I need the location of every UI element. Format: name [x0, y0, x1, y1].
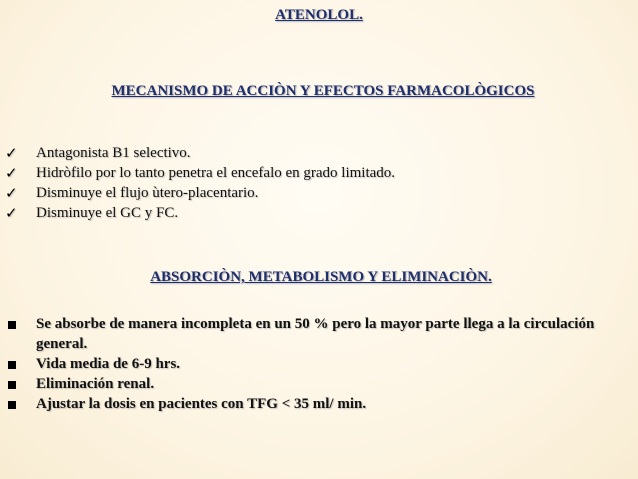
list-item — [0, 163, 620, 183]
list-item — [0, 354, 620, 374]
section2-heading: ABSORCIÒN, METABOLISMO Y ELIMINACIÒN. — [150, 269, 492, 285]
section1-heading: MECANISMO DE ACCIÒN Y EFECTOS FARMACOLÒGICOS — [111, 83, 535, 99]
list-item-text: Vida media de 6-9 hrs. — [36, 356, 181, 372]
square-bullet-icon — [8, 361, 16, 369]
list-item-text: Disminuye el flujo ùtero-placentario. — [36, 185, 259, 201]
slide-title: ATENOLOL. — [275, 7, 363, 23]
square-bullet-icon — [8, 321, 16, 329]
square-bullet-icon — [8, 381, 16, 389]
checkmark-icon: ✓ — [5, 204, 18, 222]
list-item — [0, 143, 620, 163]
list-item — [0, 183, 620, 203]
list-item-text: Hidròfilo por lo tanto penetra el encefalo en grado limitado. — [36, 165, 396, 181]
list-item — [0, 314, 620, 354]
list-item-text: Antagonista B1 selectivo. — [36, 145, 191, 161]
checkmark-icon: ✓ — [5, 184, 18, 202]
list-item-text: Se absorbe de manera incompleta en un 50 % pero la mayor parte llega a la circulación general. — [36, 316, 595, 352]
list-item — [0, 374, 620, 394]
square-bullet-icon — [8, 401, 16, 409]
section2-list — [0, 314, 620, 414]
section1-list — [0, 143, 620, 223]
list-item — [0, 203, 620, 223]
list-item-text: Eliminación renal. — [36, 376, 155, 392]
list-item — [0, 394, 620, 414]
list-item-text: Ajustar la dosis en pacientes con TFG < 35 ml/ min. — [36, 396, 367, 412]
checkmark-icon: ✓ — [5, 164, 18, 182]
list-item-text: Disminuye el GC y FC. — [36, 205, 179, 221]
checkmark-icon: ✓ — [5, 144, 18, 162]
